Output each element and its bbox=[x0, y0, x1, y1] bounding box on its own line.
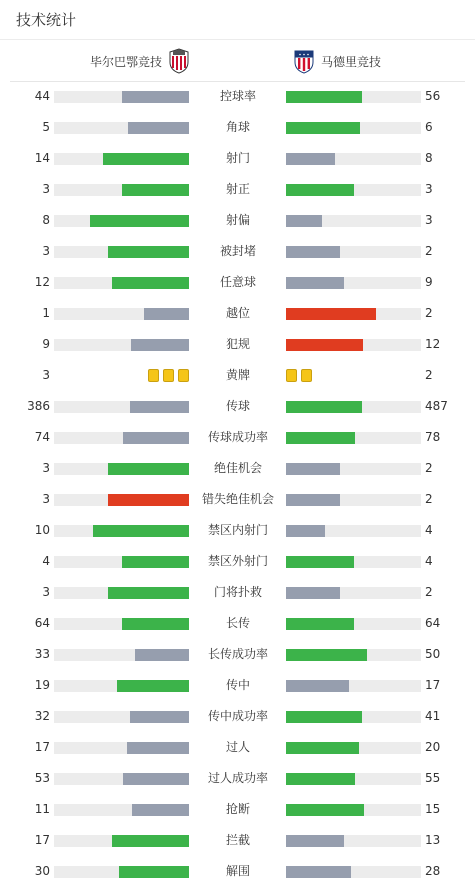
away-bar-fill bbox=[286, 525, 325, 537]
stat-label: 禁区外射门 bbox=[207, 554, 268, 568]
home-value: 11 bbox=[34, 802, 50, 816]
away-value: 17 bbox=[425, 678, 441, 692]
away-value: 64 bbox=[425, 616, 441, 630]
away-bar-track bbox=[286, 184, 421, 196]
home-value: 3 bbox=[42, 182, 50, 196]
away-value: 56 bbox=[425, 89, 441, 103]
yellow-card-icon bbox=[148, 369, 159, 382]
home-bar-fill bbox=[122, 91, 190, 103]
home-bar-fill bbox=[127, 742, 189, 754]
away-bar-track bbox=[286, 494, 421, 506]
home-bar-track bbox=[54, 804, 189, 816]
away-value: 2 bbox=[425, 368, 433, 382]
home-bar-fill bbox=[123, 432, 189, 444]
home-bar-track bbox=[54, 246, 189, 258]
home-value: 19 bbox=[34, 678, 50, 692]
atletico-madrid-crest-icon bbox=[293, 48, 315, 74]
stat-row bbox=[0, 546, 475, 577]
away-bar-fill bbox=[286, 773, 355, 785]
home-bar-track bbox=[54, 494, 189, 506]
away-value: 55 bbox=[425, 771, 441, 785]
stat-label: 黄牌 bbox=[225, 368, 250, 382]
away-bar-track bbox=[286, 742, 421, 754]
stat-label: 禁区内射门 bbox=[207, 523, 268, 537]
stat-label: 犯规 bbox=[225, 337, 250, 351]
stat-label: 角球 bbox=[225, 120, 250, 134]
stat-label: 射门 bbox=[225, 151, 250, 165]
stat-row bbox=[0, 112, 475, 143]
home-value: 9 bbox=[42, 337, 50, 351]
stat-row bbox=[0, 515, 475, 546]
away-value: 15 bbox=[425, 802, 441, 816]
away-bar-fill bbox=[286, 308, 376, 320]
stat-label: 传中 bbox=[225, 678, 250, 692]
away-bar-fill bbox=[286, 246, 340, 258]
home-value: 386 bbox=[27, 399, 50, 413]
away-bar-track bbox=[286, 122, 421, 134]
home-bar-fill bbox=[108, 463, 189, 475]
away-bar-fill bbox=[286, 680, 349, 692]
home-bar-fill bbox=[112, 277, 189, 289]
away-bar-track bbox=[286, 432, 421, 444]
away-value: 2 bbox=[425, 244, 433, 258]
away-bar-track bbox=[286, 277, 421, 289]
away-value: 20 bbox=[425, 740, 441, 754]
away-value: 8 bbox=[425, 151, 433, 165]
stat-row bbox=[0, 81, 475, 112]
home-bar-fill bbox=[108, 246, 189, 258]
stat-label: 传球成功率 bbox=[207, 430, 268, 444]
away-team-name: 马德里竞技 bbox=[321, 54, 382, 69]
away-value: 4 bbox=[425, 554, 433, 568]
home-bar-fill bbox=[128, 122, 189, 134]
away-bar-track bbox=[286, 463, 421, 475]
away-value: 50 bbox=[425, 647, 441, 661]
home-bar-fill bbox=[108, 494, 189, 506]
away-bar-fill bbox=[286, 866, 351, 878]
home-bar-fill bbox=[131, 339, 189, 351]
home-bar-track bbox=[54, 556, 189, 568]
stat-row bbox=[0, 391, 475, 422]
stat-row bbox=[0, 329, 475, 360]
stat-label: 射正 bbox=[225, 182, 250, 196]
away-bar-track bbox=[286, 804, 421, 816]
away-bar-track bbox=[286, 773, 421, 785]
home-bar-track bbox=[54, 153, 189, 165]
stat-label: 过人 bbox=[225, 740, 250, 754]
stat-label: 越位 bbox=[225, 306, 250, 320]
home-bar-fill bbox=[122, 184, 190, 196]
home-bar-track bbox=[54, 618, 189, 630]
stat-row bbox=[0, 608, 475, 639]
away-value: 9 bbox=[425, 275, 433, 289]
home-bar-track bbox=[54, 680, 189, 692]
home-value: 5 bbox=[42, 120, 50, 134]
stat-label: 门将扑救 bbox=[213, 585, 262, 599]
home-bar-track bbox=[54, 215, 189, 227]
away-bar-fill bbox=[286, 432, 355, 444]
away-bar-track bbox=[286, 246, 421, 258]
home-value: 3 bbox=[42, 585, 50, 599]
home-bar-track bbox=[54, 308, 189, 320]
stat-row bbox=[0, 360, 475, 391]
stat-row bbox=[0, 856, 475, 887]
stat-label: 抢断 bbox=[225, 802, 250, 816]
away-bar-fill bbox=[286, 742, 359, 754]
stat-row bbox=[0, 174, 475, 205]
stat-label: 绝佳机会 bbox=[213, 461, 262, 475]
away-bar-track bbox=[286, 649, 421, 661]
home-bar-track bbox=[54, 91, 189, 103]
away-value: 2 bbox=[425, 585, 433, 599]
away-value: 41 bbox=[425, 709, 441, 723]
away-bar-fill bbox=[286, 587, 340, 599]
home-value: 3 bbox=[42, 368, 50, 382]
away-bar-track bbox=[286, 866, 421, 878]
stat-row bbox=[0, 422, 475, 453]
away-value: 78 bbox=[425, 430, 441, 444]
home-bar-track bbox=[54, 122, 189, 134]
stat-row bbox=[0, 453, 475, 484]
away-bar-track bbox=[286, 401, 421, 413]
home-bar-fill bbox=[93, 525, 189, 537]
away-value: 2 bbox=[425, 461, 433, 475]
home-bar-track bbox=[54, 649, 189, 661]
stat-label: 拦截 bbox=[225, 833, 250, 847]
home-value: 14 bbox=[34, 151, 50, 165]
home-bar-track bbox=[54, 401, 189, 413]
away-bar-track bbox=[286, 525, 421, 537]
home-bar-track bbox=[54, 339, 189, 351]
home-value: 53 bbox=[34, 771, 50, 785]
home-bar-track bbox=[54, 184, 189, 196]
stat-row bbox=[0, 763, 475, 794]
home-bar-track bbox=[54, 866, 189, 878]
stat-row bbox=[0, 577, 475, 608]
stat-row bbox=[0, 267, 475, 298]
away-bar-fill bbox=[286, 277, 344, 289]
away-bar-track bbox=[286, 835, 421, 847]
home-bar-track bbox=[54, 587, 189, 599]
home-value: 3 bbox=[42, 244, 50, 258]
away-bar-track bbox=[286, 339, 421, 351]
away-bar-fill bbox=[286, 401, 362, 413]
home-value: 74 bbox=[34, 430, 50, 444]
home-value: 30 bbox=[34, 864, 50, 878]
home-value: 32 bbox=[34, 709, 50, 723]
home-value: 33 bbox=[34, 647, 50, 661]
stat-row bbox=[0, 143, 475, 174]
stat-row bbox=[0, 298, 475, 329]
stat-label: 解围 bbox=[225, 864, 250, 878]
home-value: 17 bbox=[34, 740, 50, 754]
stat-row bbox=[0, 732, 475, 763]
home-bar-fill bbox=[103, 153, 189, 165]
away-bar-track bbox=[286, 556, 421, 568]
stat-row bbox=[0, 670, 475, 701]
stat-label: 控球率 bbox=[219, 89, 256, 103]
away-bar-fill bbox=[286, 618, 354, 630]
home-bar-fill bbox=[119, 866, 189, 878]
stat-row bbox=[0, 205, 475, 236]
yellow-card-icon bbox=[178, 369, 189, 382]
stat-label: 任意球 bbox=[219, 275, 256, 289]
stat-label: 长传成功率 bbox=[207, 647, 268, 661]
away-bar-fill bbox=[286, 153, 335, 165]
home-value: 4 bbox=[42, 554, 50, 568]
away-bar-fill bbox=[286, 835, 344, 847]
away-value: 3 bbox=[425, 213, 433, 227]
away-bar-fill bbox=[286, 122, 360, 134]
home-bar-fill bbox=[144, 308, 189, 320]
athletic-bilbao-crest-icon bbox=[168, 48, 190, 74]
away-team[interactable] bbox=[293, 41, 381, 81]
away-yellow-cards bbox=[286, 369, 312, 383]
stat-label: 错失绝佳机会 bbox=[201, 492, 274, 506]
away-value: 487 bbox=[425, 399, 448, 413]
home-value: 3 bbox=[42, 492, 50, 506]
away-bar-fill bbox=[286, 556, 354, 568]
home-bar-fill bbox=[135, 649, 189, 661]
away-value: 12 bbox=[425, 337, 441, 351]
home-value: 64 bbox=[34, 616, 50, 630]
yellow-card-icon bbox=[301, 369, 312, 382]
away-bar-track bbox=[286, 153, 421, 165]
away-bar-track bbox=[286, 308, 421, 320]
away-bar-fill bbox=[286, 494, 340, 506]
stat-row bbox=[0, 701, 475, 732]
home-bar-track bbox=[54, 742, 189, 754]
stat-label: 被封堵 bbox=[219, 244, 256, 258]
home-value: 17 bbox=[34, 833, 50, 847]
stat-label: 射偏 bbox=[225, 213, 250, 227]
away-bar-fill bbox=[286, 339, 363, 351]
home-bar-fill bbox=[130, 401, 189, 413]
home-bar-track bbox=[54, 525, 189, 537]
yellow-card-icon bbox=[286, 369, 297, 382]
stat-row bbox=[0, 794, 475, 825]
home-bar-track bbox=[54, 835, 189, 847]
home-value: 10 bbox=[34, 523, 50, 537]
home-yellow-cards bbox=[148, 369, 189, 383]
stat-row bbox=[0, 825, 475, 856]
home-bar-fill bbox=[123, 773, 189, 785]
away-value: 2 bbox=[425, 306, 433, 320]
home-team-name: 毕尔巴鄂竞技 bbox=[90, 54, 163, 69]
teams-header bbox=[10, 41, 465, 82]
stat-label: 过人成功率 bbox=[207, 771, 268, 785]
away-bar-fill bbox=[286, 91, 362, 103]
away-value: 2 bbox=[425, 492, 433, 506]
stat-row bbox=[0, 484, 475, 515]
home-bar-track bbox=[54, 711, 189, 723]
stat-label: 传中成功率 bbox=[207, 709, 268, 723]
stat-label: 传球 bbox=[225, 399, 250, 413]
away-bar-track bbox=[286, 587, 421, 599]
stat-row bbox=[0, 639, 475, 670]
away-bar-fill bbox=[286, 649, 367, 661]
home-team[interactable] bbox=[90, 41, 190, 81]
home-value: 44 bbox=[34, 89, 50, 103]
away-bar-fill bbox=[286, 215, 322, 227]
home-bar-fill bbox=[108, 587, 189, 599]
home-value: 3 bbox=[42, 461, 50, 475]
stat-row bbox=[0, 236, 475, 267]
away-value: 28 bbox=[425, 864, 441, 878]
home-bar-fill bbox=[112, 835, 189, 847]
home-bar-fill bbox=[132, 804, 189, 816]
away-bar-fill bbox=[286, 184, 354, 196]
home-bar-fill bbox=[117, 680, 189, 692]
home-bar-fill bbox=[122, 556, 190, 568]
away-bar-track bbox=[286, 711, 421, 723]
home-bar-track bbox=[54, 432, 189, 444]
home-value: 1 bbox=[42, 306, 50, 320]
stat-label: 长传 bbox=[225, 616, 250, 630]
away-bar-fill bbox=[286, 711, 362, 723]
home-bar-track bbox=[54, 773, 189, 785]
home-value: 8 bbox=[42, 213, 50, 227]
away-bar-fill bbox=[286, 463, 340, 475]
section-title: 技术统计 bbox=[0, 0, 475, 40]
home-value: 12 bbox=[34, 275, 50, 289]
away-value: 4 bbox=[425, 523, 433, 537]
stats-list bbox=[0, 81, 475, 887]
away-bar-track bbox=[286, 618, 421, 630]
home-bar-fill bbox=[130, 711, 189, 723]
home-bar-fill bbox=[122, 618, 190, 630]
home-bar-track bbox=[54, 277, 189, 289]
home-bar-fill bbox=[90, 215, 189, 227]
away-bar-track bbox=[286, 215, 421, 227]
away-bar-track bbox=[286, 680, 421, 692]
away-value: 6 bbox=[425, 120, 433, 134]
away-value: 13 bbox=[425, 833, 441, 847]
home-bar-track bbox=[54, 463, 189, 475]
away-bar-track bbox=[286, 91, 421, 103]
away-value: 3 bbox=[425, 182, 433, 196]
away-bar-fill bbox=[286, 804, 364, 816]
yellow-card-icon bbox=[163, 369, 174, 382]
